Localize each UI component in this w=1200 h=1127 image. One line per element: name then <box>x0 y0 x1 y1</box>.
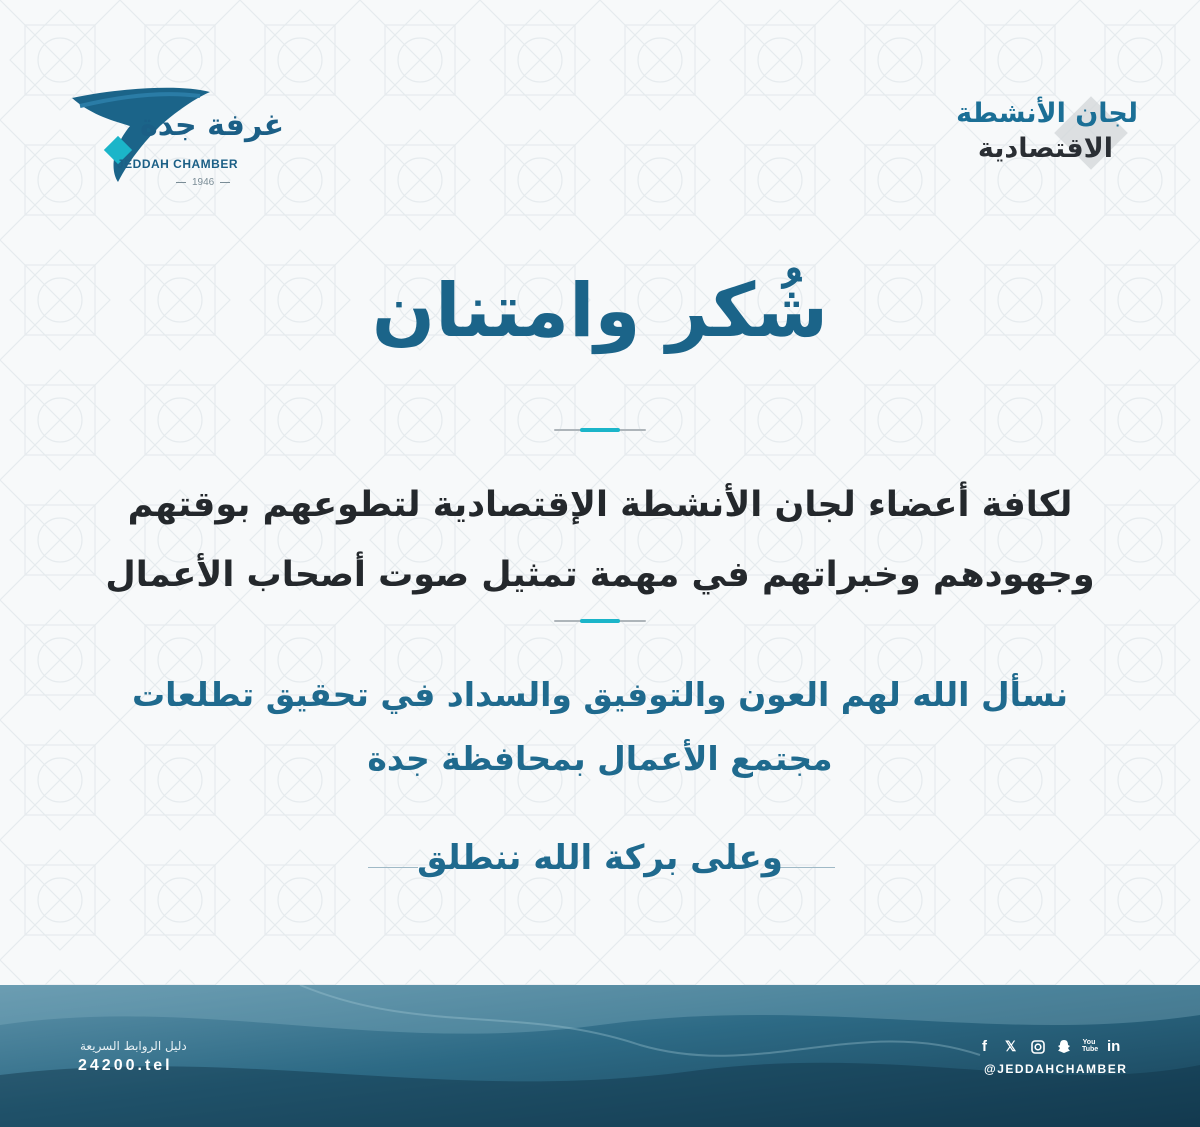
committees-title-line2: الاقتصادية <box>977 133 1113 164</box>
committees-title-line1: لجان الأنشطة <box>956 98 1138 129</box>
divider-top <box>554 428 646 432</box>
phone-link[interactable]: 24200.tel <box>78 1057 173 1074</box>
logo-year: 1946 <box>170 177 236 188</box>
body-text-block <box>0 470 1200 610</box>
x-icon[interactable]: 𝕏 <box>1005 1038 1017 1054</box>
youtube-icon[interactable]: You Tube <box>1082 1039 1099 1053</box>
closing-text: وعلى بركة الله ننطلق <box>417 838 783 878</box>
social-handle[interactable]: @JEDDAHCHAMBER <box>984 1062 1128 1076</box>
page-title: شُكر وامتنان <box>371 268 829 354</box>
prayer-line-2: مجتمع الأعمال بمحافظة جدة <box>367 739 833 778</box>
facebook-icon[interactable]: f <box>982 1038 987 1055</box>
instagram-icon[interactable] <box>1031 1040 1045 1054</box>
prayer-line-1: نسأل الله لهم العون والتوفيق والسداد في تحقيق تطلعات <box>132 675 1068 714</box>
prayer-text-block <box>0 663 1200 791</box>
logo-english-text: JEDDAH CHAMBER <box>117 157 239 171</box>
logo-arabic-text: غرفة جدة <box>140 108 285 143</box>
divider-middle <box>554 619 646 623</box>
snapchat-icon[interactable] <box>1057 1039 1071 1054</box>
social-icons <box>978 1038 1128 1058</box>
body-line-1: لكافة أعضاء لجان الأنشطة الإقتصادية لتطوعهم بوقتهم <box>127 485 1073 525</box>
quick-links-label: دليل الروابط السريعة <box>80 1039 187 1053</box>
body-line-2: وجهودهم وخبراتهم في مهمة تمثيل صوت أصحاب الأعمال <box>105 555 1095 595</box>
linkedin-icon[interactable]: in <box>1107 1038 1121 1055</box>
